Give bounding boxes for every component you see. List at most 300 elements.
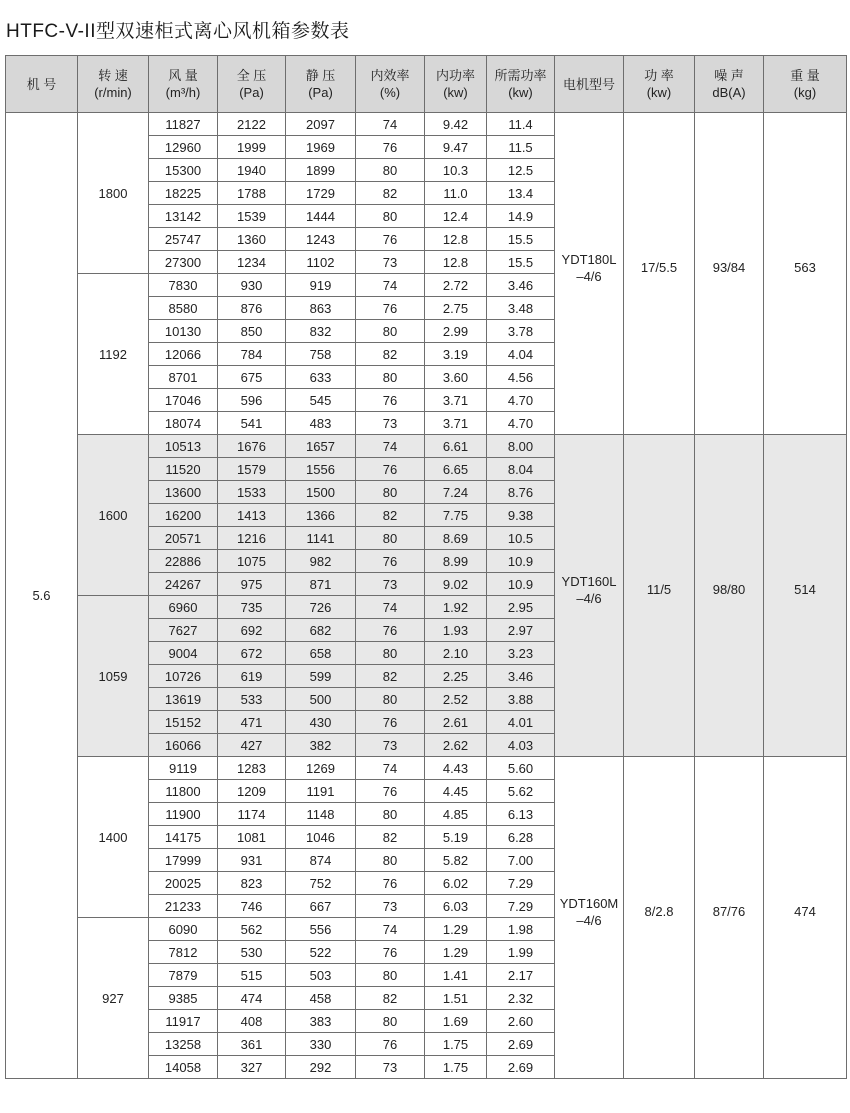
data-cell: 2.72 [425,274,487,297]
data-cell: 823 [218,872,286,895]
data-cell: 1579 [218,458,286,481]
data-cell: 1174 [218,803,286,826]
column-header-text: (Pa) [239,85,264,100]
data-cell: 24267 [149,573,218,596]
data-cell: 10.3 [425,159,487,182]
data-cell: 1999 [218,136,286,159]
data-cell: 515 [218,964,286,987]
data-cell: 82 [356,665,425,688]
data-cell: 11900 [149,803,218,826]
data-cell: 9119 [149,757,218,780]
weight-cell: 563 [764,113,847,435]
data-cell: 1.69 [425,1010,487,1033]
data-cell: 13600 [149,481,218,504]
column-header [218,56,286,113]
data-cell: 1191 [286,780,356,803]
data-cell: 73 [356,251,425,274]
data-cell: 2.10 [425,642,487,665]
motor-model-cell-line: –4/6 [576,268,602,284]
data-cell: 533 [218,688,286,711]
data-cell: 2.25 [425,665,487,688]
data-cell: 12.5 [487,159,555,182]
data-cell: 361 [218,1033,286,1056]
data-cell: 8.04 [487,458,555,481]
data-cell: 382 [286,734,356,757]
column-header [6,56,78,113]
motor-model-cell-line: –4/6 [576,590,602,606]
data-cell: 1.29 [425,918,487,941]
table-row [6,435,847,458]
data-cell: 562 [218,918,286,941]
data-cell: 76 [356,389,425,412]
data-cell: 1283 [218,757,286,780]
column-header-text: (kw) [508,85,533,100]
data-cell: 1.93 [425,619,487,642]
speed-cell: 1059 [78,596,149,757]
data-cell: 74 [356,918,425,941]
power-cell: 8/2.8 [624,757,695,1079]
data-cell: 919 [286,274,356,297]
data-cell: 10.9 [487,573,555,596]
data-cell: 76 [356,711,425,734]
column-header [764,56,847,113]
data-cell: 80 [356,320,425,343]
data-cell: 1046 [286,826,356,849]
data-cell: 832 [286,320,356,343]
data-cell: 6090 [149,918,218,941]
column-header [487,56,555,113]
data-cell: 74 [356,113,425,136]
data-cell: 545 [286,389,356,412]
data-cell: 1657 [286,435,356,458]
data-cell: 14.9 [487,205,555,228]
data-cell: 8580 [149,297,218,320]
data-cell: 11917 [149,1010,218,1033]
data-cell: 80 [356,159,425,182]
data-cell: 74 [356,435,425,458]
data-cell: 2.52 [425,688,487,711]
motor-model-cell-line: YDT180L [561,251,617,267]
data-cell: 1676 [218,435,286,458]
data-cell: 3.60 [425,366,487,389]
data-cell: 82 [356,987,425,1010]
data-cell: 1.75 [425,1033,487,1056]
data-cell: 930 [218,274,286,297]
data-cell: 3.71 [425,389,487,412]
data-cell: 9004 [149,642,218,665]
data-cell: 7.75 [425,504,487,527]
data-cell: 876 [218,297,286,320]
data-cell: 746 [218,895,286,918]
data-cell: 5.60 [487,757,555,780]
data-cell: 12.4 [425,205,487,228]
data-cell: 1209 [218,780,286,803]
noise-cell: 87/76 [695,757,764,1079]
data-cell: 8.76 [487,481,555,504]
noise-cell: 98/80 [695,435,764,757]
data-cell: 73 [356,573,425,596]
data-cell: 1.41 [425,964,487,987]
data-cell: 11827 [149,113,218,136]
motor-model-cell-line: –4/6 [576,912,602,928]
data-cell: 458 [286,987,356,1010]
data-cell: 2.17 [487,964,555,987]
motor-model-cell [555,435,624,757]
data-cell: 74 [356,596,425,619]
data-cell: 1.51 [425,987,487,1010]
data-cell: 1413 [218,504,286,527]
data-cell: 73 [356,734,425,757]
data-cell: 76 [356,941,425,964]
data-cell: 471 [218,711,286,734]
data-cell: 7.00 [487,849,555,872]
data-cell: 12066 [149,343,218,366]
column-header-text: 风 量 [168,68,198,83]
data-cell: 13142 [149,205,218,228]
data-cell: 76 [356,458,425,481]
data-cell: 4.04 [487,343,555,366]
data-cell: 1.75 [425,1056,487,1079]
data-cell: 80 [356,481,425,504]
data-cell: 1.92 [425,596,487,619]
column-header-text: 电机型号 [562,76,615,92]
data-cell: 1102 [286,251,356,274]
data-cell: 17046 [149,389,218,412]
data-cell: 73 [356,412,425,435]
data-cell: 12.8 [425,251,487,274]
data-cell: 871 [286,573,356,596]
motor-model-cell-line: YDT160M [559,895,619,911]
data-cell: 9.02 [425,573,487,596]
motor-model-cell [555,757,624,1079]
data-cell: 16200 [149,504,218,527]
data-cell: 633 [286,366,356,389]
data-cell: 8.69 [425,527,487,550]
column-header-text: (r/min) [94,85,132,100]
data-cell: 82 [356,343,425,366]
speed-cell: 1800 [78,113,149,274]
data-cell: 15152 [149,711,218,734]
table-row [6,113,847,136]
column-header-text: 所需功率 [494,68,547,83]
data-cell: 76 [356,872,425,895]
column-header [624,56,695,113]
data-cell: 9.47 [425,136,487,159]
data-cell: 76 [356,297,425,320]
column-header [356,56,425,113]
data-cell: 1500 [286,481,356,504]
data-cell: 7830 [149,274,218,297]
data-cell: 13258 [149,1033,218,1056]
data-cell: 13619 [149,688,218,711]
data-cell: 1.29 [425,941,487,964]
column-header-text: (Pa) [308,85,333,100]
data-cell: 1539 [218,205,286,228]
data-cell: 6.65 [425,458,487,481]
data-cell: 4.45 [425,780,487,803]
data-cell: 383 [286,1010,356,1033]
data-cell: 7879 [149,964,218,987]
data-cell: 12960 [149,136,218,159]
data-cell: 27300 [149,251,218,274]
data-cell: 5.62 [487,780,555,803]
data-cell: 408 [218,1010,286,1033]
data-cell: 5.82 [425,849,487,872]
data-cell: 975 [218,573,286,596]
data-cell: 667 [286,895,356,918]
data-cell: 2.69 [487,1056,555,1079]
data-cell: 13.4 [487,182,555,205]
data-cell: 692 [218,619,286,642]
column-header [555,56,624,113]
column-header-text: dB(A) [712,85,746,100]
data-cell: 1444 [286,205,356,228]
data-cell: 1075 [218,550,286,573]
speed-cell: 1600 [78,435,149,596]
data-cell: 15.5 [487,228,555,251]
data-cell: 25747 [149,228,218,251]
page-title: HTFC-V-II型双速柜式离心风机箱参数表 [6,21,350,42]
data-cell: 596 [218,389,286,412]
data-cell: 2.62 [425,734,487,757]
data-cell: 10.5 [487,527,555,550]
data-cell: 292 [286,1056,356,1079]
data-cell: 5.19 [425,826,487,849]
data-cell: 80 [356,366,425,389]
data-cell: 430 [286,711,356,734]
table-header-row [6,56,847,113]
column-header-text: 全 压 [236,68,267,83]
data-cell: 4.03 [487,734,555,757]
data-cell: 9.42 [425,113,487,136]
data-cell: 8.00 [487,435,555,458]
data-cell: 735 [218,596,286,619]
data-cell: 863 [286,297,356,320]
data-cell: 3.48 [487,297,555,320]
data-cell: 784 [218,343,286,366]
table-body [6,113,847,1079]
data-cell: 3.78 [487,320,555,343]
data-cell: 2122 [218,113,286,136]
data-cell: 1243 [286,228,356,251]
column-header [78,56,149,113]
data-cell: 6.13 [487,803,555,826]
power-cell: 11/5 [624,435,695,757]
data-cell: 327 [218,1056,286,1079]
data-cell: 658 [286,642,356,665]
data-cell: 330 [286,1033,356,1056]
data-cell: 10130 [149,320,218,343]
data-cell: 2.61 [425,711,487,734]
data-cell: 21233 [149,895,218,918]
data-cell: 1234 [218,251,286,274]
data-cell: 9385 [149,987,218,1010]
data-cell: 7.29 [487,872,555,895]
data-cell: 4.70 [487,412,555,435]
column-header-text: (kw) [443,85,468,100]
data-cell: 931 [218,849,286,872]
data-cell: 74 [356,757,425,780]
data-cell: 15300 [149,159,218,182]
data-cell: 76 [356,136,425,159]
data-cell: 1216 [218,527,286,550]
data-cell: 500 [286,688,356,711]
data-cell: 3.46 [487,665,555,688]
data-cell: 22886 [149,550,218,573]
table-row [6,757,847,780]
data-cell: 16066 [149,734,218,757]
data-cell: 483 [286,412,356,435]
data-cell: 1788 [218,182,286,205]
data-cell: 80 [356,803,425,826]
data-cell: 76 [356,619,425,642]
data-cell: 11.5 [487,136,555,159]
data-cell: 1533 [218,481,286,504]
column-header-text: 功 率 [644,68,674,83]
data-cell: 3.88 [487,688,555,711]
data-cell: 8701 [149,366,218,389]
data-cell: 1.99 [487,941,555,964]
data-cell: 7812 [149,941,218,964]
data-cell: 74 [356,274,425,297]
data-cell: 1360 [218,228,286,251]
data-cell: 1899 [286,159,356,182]
data-cell: 2097 [286,113,356,136]
data-cell: 11520 [149,458,218,481]
noise-cell: 93/84 [695,113,764,435]
data-cell: 18074 [149,412,218,435]
data-cell: 11.0 [425,182,487,205]
power-cell: 17/5.5 [624,113,695,435]
data-cell: 73 [356,1056,425,1079]
data-cell: 4.56 [487,366,555,389]
column-header-text: (%) [379,85,401,100]
column-header-text: 内效率 [370,68,410,83]
data-cell: 6.61 [425,435,487,458]
data-cell: 12.8 [425,228,487,251]
data-cell: 2.69 [487,1033,555,1056]
data-cell: 10726 [149,665,218,688]
data-cell: 2.32 [487,987,555,1010]
data-cell: 80 [356,964,425,987]
data-cell: 522 [286,941,356,964]
data-cell: 80 [356,642,425,665]
data-cell: 682 [286,619,356,642]
data-cell: 3.46 [487,274,555,297]
data-cell: 675 [218,366,286,389]
column-header-text: (m³/h) [165,85,201,100]
column-header [149,56,218,113]
data-cell: 10513 [149,435,218,458]
data-cell: 556 [286,918,356,941]
data-cell: 80 [356,1010,425,1033]
weight-cell: 514 [764,435,847,757]
data-cell: 530 [218,941,286,964]
data-cell: 20571 [149,527,218,550]
data-cell: 11.4 [487,113,555,136]
data-cell: 1081 [218,826,286,849]
data-cell: 14175 [149,826,218,849]
data-cell: 7.24 [425,481,487,504]
data-cell: 2.97 [487,619,555,642]
machine-number-cell: 5.6 [6,113,78,1079]
speed-cell: 1400 [78,757,149,918]
data-cell: 4.70 [487,389,555,412]
data-cell: 2.95 [487,596,555,619]
data-cell: 3.23 [487,642,555,665]
data-cell: 82 [356,826,425,849]
data-cell: 874 [286,849,356,872]
column-header [695,56,764,113]
data-cell: 76 [356,550,425,573]
column-header-text: 内功率 [435,68,475,83]
data-cell: 6.28 [487,826,555,849]
weight-cell: 474 [764,757,847,1079]
data-cell: 18225 [149,182,218,205]
data-cell: 6.02 [425,872,487,895]
data-cell: 1940 [218,159,286,182]
data-cell: 1366 [286,504,356,527]
motor-model-cell [555,113,624,435]
column-header-text: (kw) [646,85,672,100]
data-cell: 850 [218,320,286,343]
data-cell: 1729 [286,182,356,205]
data-cell: 541 [218,412,286,435]
column-header-text: 静 压 [305,68,336,83]
column-header-text: 机 号 [26,76,57,92]
data-cell: 76 [356,780,425,803]
data-cell: 80 [356,205,425,228]
data-cell: 672 [218,642,286,665]
data-cell: 1969 [286,136,356,159]
parameter-table [5,55,847,1079]
data-cell: 7.29 [487,895,555,918]
data-cell: 4.01 [487,711,555,734]
column-header-text: 转 速 [98,68,128,83]
data-cell: 503 [286,964,356,987]
data-cell: 80 [356,849,425,872]
column-header [425,56,487,113]
data-cell: 1556 [286,458,356,481]
data-cell: 7627 [149,619,218,642]
data-cell: 1269 [286,757,356,780]
data-cell: 752 [286,872,356,895]
data-cell: 82 [356,182,425,205]
data-cell: 10.9 [487,550,555,573]
speed-cell: 1192 [78,274,149,435]
column-header-text: 噪 声 [714,68,744,83]
data-cell: 6.03 [425,895,487,918]
data-cell: 3.71 [425,412,487,435]
data-cell: 80 [356,688,425,711]
data-cell: 599 [286,665,356,688]
data-cell: 474 [218,987,286,1010]
data-cell: 73 [356,895,425,918]
data-cell: 619 [218,665,286,688]
data-cell: 2.75 [425,297,487,320]
column-header-text: 重 量 [790,68,820,83]
data-cell: 9.38 [487,504,555,527]
column-header-text: (kg) [793,85,817,100]
data-cell: 6960 [149,596,218,619]
data-cell: 2.99 [425,320,487,343]
data-cell: 82 [356,504,425,527]
data-cell: 15.5 [487,251,555,274]
data-cell: 4.85 [425,803,487,826]
data-cell: 982 [286,550,356,573]
speed-cell: 927 [78,918,149,1079]
data-cell: 17999 [149,849,218,872]
